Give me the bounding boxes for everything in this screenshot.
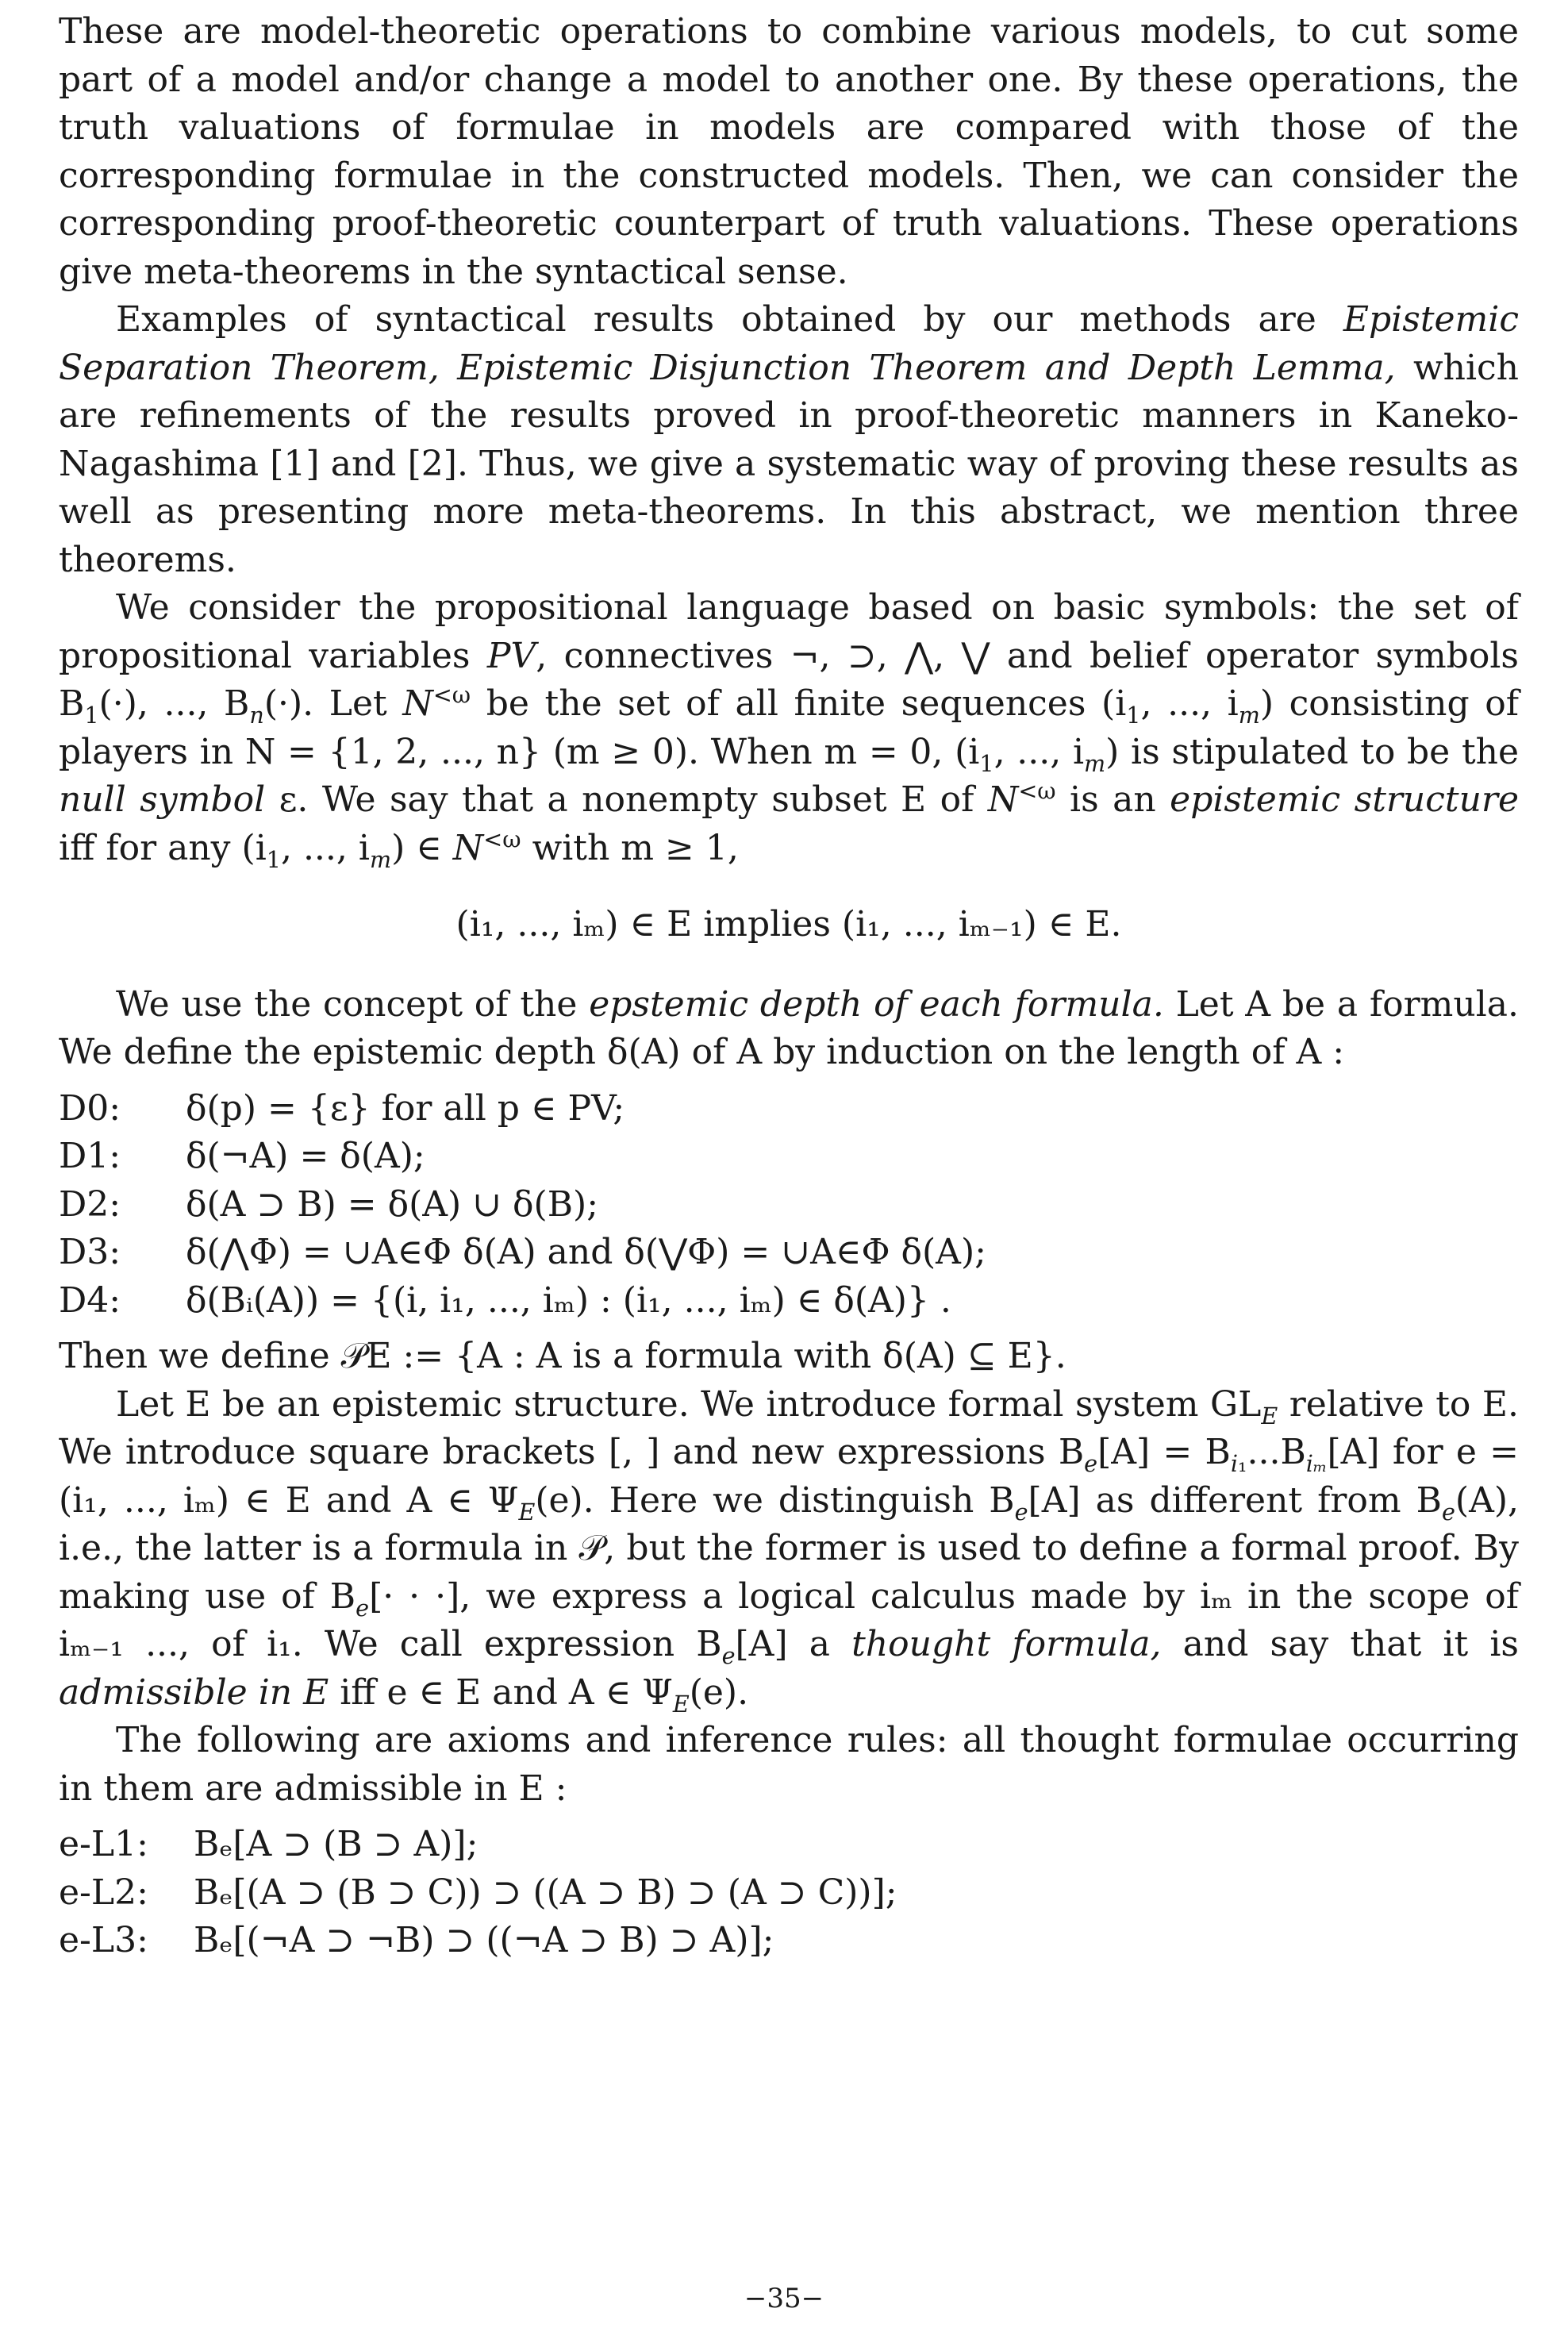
- text: ...B: [1247, 1432, 1306, 1472]
- text: Let A be a formula. We define the epistemic depth δ(A) of A by induction on the length of A :: [59, 983, 1519, 1072]
- axiom-label: e-L3:: [59, 1920, 148, 1960]
- text: Examples of syntactical results obtained by our methods are: [116, 299, 1343, 340]
- italic-null-symbol: null symbol: [59, 779, 266, 820]
- paragraph-axioms-intro: The following are axioms and inference rules: all thought formulae occurring in them are admissible in E :: [59, 1720, 1519, 1809]
- italic-depth: epstemic depth of each formula.: [589, 983, 1164, 1025]
- paragraph-operations: These are model-theoretic operations to combine various models, to cut some part of a model and/or change a model to another one. By these operations, the truth valuations of formulae in models are compared with those of the corresponding formulae in the constructed models. Then, we can consider the corresponding proof-theoretic counterpart of truth valuations. These operations give meta-theorems in the syntactical sense.: [59, 11, 1519, 292]
- axiom: [59, 1917, 1519, 1965]
- text: , ..., i: [1140, 683, 1239, 724]
- text: ε. We say that a nonempty subset E of: [265, 779, 988, 820]
- text: We consider the propositional language based on basic symbols: the set of propositional variables: [59, 587, 1519, 676]
- text: , ..., i: [993, 731, 1085, 772]
- italic-admissible: admissible in E: [59, 1672, 329, 1713]
- text: [A] a: [735, 1624, 852, 1664]
- rule-label: D4:: [59, 1279, 121, 1321]
- text: , ..., i: [280, 827, 370, 868]
- text: (e).: [689, 1672, 749, 1713]
- rule-text: δ(p) = {ε} for all p ∈ PV;: [186, 1087, 625, 1129]
- depth-rules-list: [59, 1085, 1519, 1325]
- axiom-label: e-L1:: [59, 1824, 148, 1864]
- page-number: −35−: [744, 2283, 824, 2314]
- italic-epistemic-structure: epistemic structure: [1170, 779, 1519, 820]
- text: iff for any (i: [59, 827, 267, 868]
- depth-rule: [59, 1277, 1519, 1325]
- paragraph-language: We consider the propositional language based on basic symbols: the set of propositional variables PV, connectives ¬, ⊃, ⋀, ⋁ and belief operator symbols $B_1(\cdot)$, ..., $B_n(\cdot)$. Let $N^{<\omega}$ be the set of all finite sequences ($i_1$, ..., $i_m$) consisting of players in N = {1, 2, ..., n} (m ≥ 0). When m = 0, ($i_1$, ..., $i_m$) is stipulated to be the null symbol ε. We say that a nonempty subset E of $N^{<\omega}$ is an epistemic structure iff for any ($i_1$, ..., $i_m$) ∈ $N^{<\omega}$ with m ≥ 1,: [59, 587, 1520, 873]
- text: iff e ∈ E and A ∈ Ψ: [329, 1672, 673, 1713]
- text: and say that it is: [1161, 1624, 1519, 1664]
- text: be the set of all finite sequences (i: [471, 683, 1127, 724]
- paragraph-pe-definition: Then we define 𝒫E := {A : A is a formula with δ(A) ⊆ E}.: [59, 1336, 1066, 1376]
- italic-theorems: Epistemic Separation Theorem, Epistemic Disjunction Theorem and Depth Lemma,: [59, 299, 1519, 388]
- text: (·), ..., B: [98, 683, 250, 724]
- text: (e). Here we distinguish B: [535, 1479, 1015, 1521]
- axiom: [59, 1869, 1519, 1918]
- axioms-list: [59, 1821, 1519, 1965]
- math-pv: PV: [486, 635, 536, 676]
- axiom-text: Bₑ[A ⊃ (B ⊃ A)];: [194, 1824, 478, 1864]
- main-text: [59, 8, 1519, 1973]
- rule-label: D1:: [59, 1136, 121, 1176]
- rule-label: D3:: [59, 1232, 121, 1272]
- text: [A] = B: [1097, 1432, 1231, 1472]
- text: ) is stipulated to be the: [1105, 731, 1519, 772]
- paragraph-examples: [59, 296, 1519, 584]
- paragraph-formal-system: Let E be an epistemic structure. We introduce formal system $GL_E$ relative to E. We introduce square brackets [, ] and new expressions $B_e[A] = B_{i_1}...B_{i_m}[A]$ for e = (i₁, ..., iₘ) ∈ E and A ∈ $\Psi_E(e)$. Here we distinguish $B_e[A]$ as different from $B_e(A)$, i.e., the latter is a formula in 𝒫, but the former is used to define a formal proof. By making use of $B_e[\cdot$ · ·], we express a logical calculus made by iₘ in the scope of iₘ₋₁ ..., of i₁. We call expression $B_e[A]$ a thought formula, and say that it is admissible in E iff e ∈ E and A ∈ $\Psi_E(e)$.: [59, 1383, 1520, 1718]
- depth-rule: [59, 1229, 1519, 1277]
- axiom-text: Bₑ[(A ⊃ (B ⊃ C)) ⊃ ((A ⊃ B) ⊃ (A ⊃ C))];: [194, 1872, 897, 1913]
- text: with m ≥ 1,: [521, 827, 739, 868]
- rule-text: δ(A ⊃ B) = δ(A) ∪ δ(B);: [186, 1183, 599, 1225]
- display-formula: (i₁, ..., iₘ) ∈ E implies (i₁, ..., iₘ₋₁) ∈ E.: [455, 904, 1122, 945]
- text: (A), i.e., the latter is a formula in 𝒫, but the former is used to define a formal proof. By making use of B: [59, 1479, 1519, 1617]
- text: (·). Let: [263, 683, 403, 724]
- depth-rule: [59, 1133, 1519, 1181]
- depth-rule: [59, 1181, 1519, 1229]
- text: [· · ·], we express a logical calculus made by iₘ in the scope of iₘ₋₁ ..., of i₁. We call expression B: [59, 1575, 1520, 1664]
- axiom: [59, 1821, 1519, 1869]
- axiom-label: e-L2:: [59, 1872, 148, 1913]
- text: Let E be an epistemic structure. We introduce formal system GL: [116, 1383, 1262, 1425]
- text: [A] as different from B: [1028, 1479, 1442, 1521]
- text: relative to E. We introduce square brackets [, ] and new expressions B: [59, 1383, 1519, 1472]
- text: [A] for e = (i₁, ..., iₘ) ∈ E and A ∈ Ψ: [59, 1432, 1520, 1521]
- depth-rule: [59, 1085, 1519, 1133]
- rule-label: D0:: [59, 1087, 121, 1129]
- italic-thought-formula: thought formula,: [851, 1624, 1162, 1664]
- rule-text: δ(⋀Φ) = ∪A∈Φ δ(A) and δ(⋁Φ) = ∪A∈Φ δ(A);: [186, 1232, 986, 1272]
- text: which are refinements of the results proved in proof-theoretic manners in Kaneko-Nagashima [1] and [2]. Thus, we give a systematic way of proving these results as well as presenting more meta-theorems. In this abstract, we mention three theorems.: [59, 347, 1519, 580]
- text: ) ∈: [391, 827, 453, 868]
- paragraph-depth: [59, 981, 1519, 1077]
- rule-text: δ(¬A) = δ(A);: [186, 1136, 425, 1176]
- text: , connectives ¬, ⊃, ⋀, ⋁ and belief operator symbols B: [59, 635, 1519, 724]
- text: is an: [1055, 779, 1170, 820]
- text: ) consisting of players in N = {1, 2, ..., n} (m ≥ 0). When m = 0, (i: [59, 683, 1520, 772]
- rule-text: δ(Bᵢ(A)) = {(i, i₁, ..., iₘ) : (i₁, ..., iₘ) ∈ δ(A)} .: [186, 1279, 951, 1321]
- rule-label: D2:: [59, 1183, 121, 1225]
- text: We use the concept of the: [116, 983, 590, 1025]
- axiom-text: Bₑ[(¬A ⊃ ¬B) ⊃ ((¬A ⊃ B) ⊃ A)];: [194, 1920, 774, 1960]
